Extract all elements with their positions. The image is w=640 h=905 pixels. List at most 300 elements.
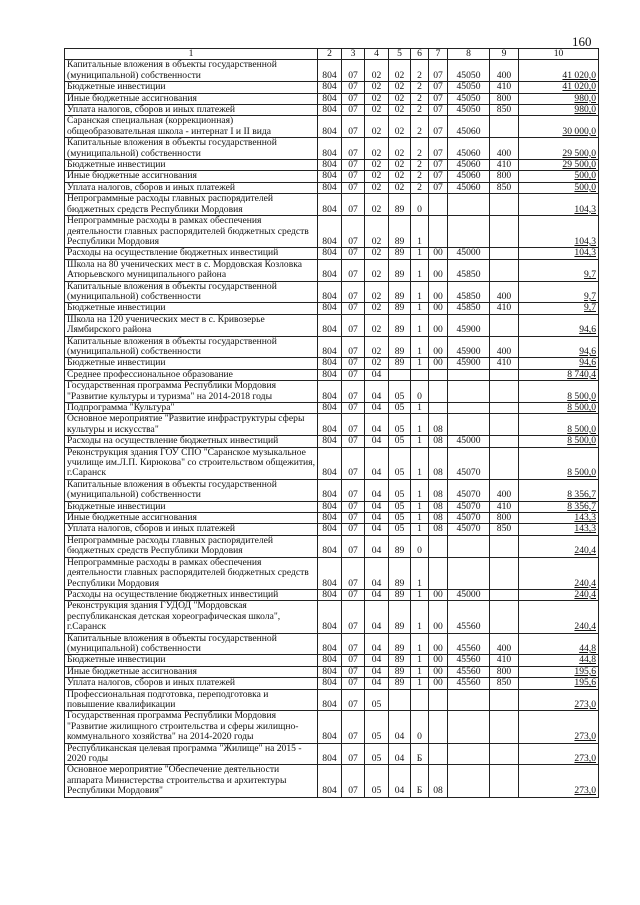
row-code-cell: 07 xyxy=(342,314,365,336)
row-amount-cell: 8 500,0 xyxy=(519,447,599,479)
row-code-cell xyxy=(389,369,411,380)
row-name-cell: Бюджетные инвестиции xyxy=(65,303,318,314)
row-code-cell: 804 xyxy=(318,655,342,666)
row-name-cell: Капитальные вложения в объекты государственной (муниципальной) собственности xyxy=(65,336,318,358)
row-code-cell: 45060 xyxy=(448,182,490,193)
row-code-cell: 2 xyxy=(411,82,429,93)
row-name-cell: Расходы на осуществление бюджетных инвестиций xyxy=(65,436,318,447)
row-name-cell: Уплата налогов, сборов и иных платежей xyxy=(65,182,318,193)
row-code-cell: 804 xyxy=(318,358,342,369)
row-code-cell xyxy=(448,711,490,743)
row-amount-cell: 104,3 xyxy=(519,248,599,259)
row-code-cell: 2 xyxy=(411,60,429,82)
row-name-cell: Среднее профессиональное образование xyxy=(65,369,318,380)
row-code-cell: 850 xyxy=(490,678,519,689)
row-code-cell: 45900 xyxy=(448,314,490,336)
row-code-cell: 08 xyxy=(429,447,448,479)
row-code-cell xyxy=(490,216,519,248)
table-row xyxy=(65,765,599,797)
row-code-cell: 89 xyxy=(389,633,411,655)
row-code-cell: 400 xyxy=(490,281,519,303)
row-code-cell xyxy=(490,765,519,797)
row-code-cell: 89 xyxy=(389,194,411,216)
row-code-cell: 45850 xyxy=(448,281,490,303)
row-code-cell: 07 xyxy=(342,765,365,797)
row-name-cell: Реконструкция здания ГУДОД "Мордовская республиканская детская хореографическая школа", г.Саранск xyxy=(65,601,318,633)
row-code-cell: 804 xyxy=(318,281,342,303)
table-row xyxy=(65,711,599,743)
row-code-cell: 45060 xyxy=(448,171,490,182)
row-code-cell: 04 xyxy=(365,369,389,380)
row-code-cell: 804 xyxy=(318,105,342,116)
row-code-cell: 89 xyxy=(389,678,411,689)
row-amount-cell: 29 500,0 xyxy=(519,160,599,171)
row-code-cell: 00 xyxy=(429,259,448,281)
row-code-cell: 2 xyxy=(411,93,429,104)
row-name-cell: Иные бюджетные ассигнования xyxy=(65,93,318,104)
row-code-cell: 05 xyxy=(389,436,411,447)
row-code-cell: 05 xyxy=(365,743,389,765)
row-code-cell xyxy=(490,314,519,336)
row-code-cell: 07 xyxy=(342,182,365,193)
row-code-cell: 07 xyxy=(342,601,365,633)
table-body xyxy=(65,60,599,797)
row-name-cell: Непрограммные расходы в рамках обеспечения деятельности главных распорядителей бюджетных средств Республики Мордовия xyxy=(65,216,318,248)
row-code-cell: 05 xyxy=(365,711,389,743)
row-code-cell: 00 xyxy=(429,589,448,600)
row-code-cell: 2 xyxy=(411,116,429,138)
row-code-cell xyxy=(429,743,448,765)
row-code-cell xyxy=(448,689,490,711)
row-name-cell: Иные бюджетные ассигнования xyxy=(65,513,318,524)
row-name-cell: Бюджетные инвестиции xyxy=(65,501,318,512)
row-code-cell: 04 xyxy=(389,765,411,797)
row-code-cell: 07 xyxy=(429,82,448,93)
row-code-cell: 05 xyxy=(389,414,411,436)
row-name-cell: Школа на 120 ученических мест в с. Кривозерье Лямбирского района xyxy=(65,314,318,336)
row-amount-cell: 195,6 xyxy=(519,678,599,689)
row-code-cell: 89 xyxy=(389,589,411,600)
row-code-cell: Б xyxy=(411,765,429,797)
header-cell: 1 xyxy=(65,49,318,60)
row-code-cell: 07 xyxy=(429,116,448,138)
row-code-cell xyxy=(490,743,519,765)
row-code-cell: 45560 xyxy=(448,678,490,689)
row-code-cell: 1 xyxy=(411,314,429,336)
row-code-cell: 00 xyxy=(429,633,448,655)
row-code-cell: 07 xyxy=(342,138,365,160)
row-name-cell: Иные бюджетные ассигнования xyxy=(65,666,318,677)
row-code-cell: 08 xyxy=(429,765,448,797)
row-code-cell: 07 xyxy=(342,194,365,216)
table-row xyxy=(65,666,599,677)
row-code-cell: 804 xyxy=(318,524,342,535)
row-code-cell: 02 xyxy=(389,116,411,138)
row-code-cell xyxy=(490,248,519,259)
row-code-cell: 08 xyxy=(429,436,448,447)
row-code-cell: 804 xyxy=(318,259,342,281)
row-code-cell: 07 xyxy=(342,414,365,436)
row-code-cell: 02 xyxy=(365,138,389,160)
row-code-cell xyxy=(490,601,519,633)
header-cell: 7 xyxy=(429,49,448,60)
row-code-cell: 07 xyxy=(429,182,448,193)
row-amount-cell: 8 500,0 xyxy=(519,381,599,403)
row-code-cell: 07 xyxy=(342,105,365,116)
row-code-cell: 05 xyxy=(389,403,411,414)
row-code-cell: 410 xyxy=(490,82,519,93)
row-code-cell: 1 xyxy=(411,479,429,501)
table-row xyxy=(65,303,599,314)
row-code-cell: 00 xyxy=(429,314,448,336)
row-code-cell xyxy=(411,689,429,711)
table-row xyxy=(65,281,599,303)
row-code-cell: 804 xyxy=(318,601,342,633)
row-code-cell xyxy=(448,216,490,248)
row-code-cell: 04 xyxy=(365,666,389,677)
row-code-cell: 07 xyxy=(342,116,365,138)
row-code-cell: 850 xyxy=(490,105,519,116)
row-code-cell xyxy=(448,369,490,380)
row-code-cell xyxy=(429,194,448,216)
row-code-cell: 05 xyxy=(389,447,411,479)
row-code-cell: 04 xyxy=(365,589,389,600)
row-name-cell: Капитальные вложения в объекты государственной (муниципальной) собственности xyxy=(65,60,318,82)
row-code-cell: 1 xyxy=(411,216,429,248)
row-code-cell: 1 xyxy=(411,259,429,281)
row-code-cell: 1 xyxy=(411,655,429,666)
row-code-cell: 804 xyxy=(318,743,342,765)
row-code-cell: 07 xyxy=(342,60,365,82)
row-amount-cell: 104,3 xyxy=(519,194,599,216)
row-code-cell: 89 xyxy=(389,336,411,358)
row-code-cell: 804 xyxy=(318,336,342,358)
row-name-cell: Капитальные вложения в объекты государственной (муниципальной) собственности xyxy=(65,633,318,655)
row-code-cell: 04 xyxy=(365,633,389,655)
row-code-cell: 02 xyxy=(389,160,411,171)
row-code-cell: 1 xyxy=(411,281,429,303)
row-code-cell: 800 xyxy=(490,93,519,104)
row-code-cell: 850 xyxy=(490,182,519,193)
row-code-cell: 400 xyxy=(490,138,519,160)
row-code-cell: 804 xyxy=(318,381,342,403)
row-code-cell: 02 xyxy=(365,105,389,116)
row-code-cell: 02 xyxy=(389,138,411,160)
row-code-cell: 07 xyxy=(342,436,365,447)
row-code-cell: 02 xyxy=(365,82,389,93)
row-code-cell: 07 xyxy=(342,655,365,666)
row-code-cell xyxy=(448,194,490,216)
row-name-cell: Уплата налогов, сборов и иных платежей xyxy=(65,105,318,116)
row-code-cell: 45900 xyxy=(448,336,490,358)
table-row xyxy=(65,501,599,512)
row-code-cell: 07 xyxy=(342,171,365,182)
row-code-cell xyxy=(389,689,411,711)
row-code-cell xyxy=(490,259,519,281)
row-name-cell: Бюджетные инвестиции xyxy=(65,160,318,171)
row-code-cell: 00 xyxy=(429,601,448,633)
row-amount-cell: 44,8 xyxy=(519,633,599,655)
row-code-cell: 89 xyxy=(389,535,411,557)
row-code-cell xyxy=(429,711,448,743)
table-row xyxy=(65,105,599,116)
row-code-cell xyxy=(490,369,519,380)
row-code-cell: 0 xyxy=(411,381,429,403)
row-code-cell: Б xyxy=(411,743,429,765)
row-amount-cell: 8 356,7 xyxy=(519,501,599,512)
row-amount-cell: 240,4 xyxy=(519,535,599,557)
row-code-cell: 45070 xyxy=(448,447,490,479)
row-code-cell: 804 xyxy=(318,93,342,104)
table-row xyxy=(65,589,599,600)
row-amount-cell: 8 740,4 xyxy=(519,369,599,380)
row-code-cell xyxy=(429,689,448,711)
row-code-cell: 00 xyxy=(429,303,448,314)
row-name-cell: Непрограммные расходы в рамках обеспечения деятельности главных распорядителей бюджетных средств Республики Мордовия xyxy=(65,557,318,589)
row-amount-cell: 41 020,0 xyxy=(519,82,599,93)
row-code-cell xyxy=(490,557,519,589)
row-code-cell: 02 xyxy=(389,82,411,93)
row-code-cell: 89 xyxy=(389,601,411,633)
table-row xyxy=(65,369,599,380)
row-code-cell: 1 xyxy=(411,303,429,314)
table-row xyxy=(65,601,599,633)
row-code-cell: 45000 xyxy=(448,436,490,447)
row-code-cell: 00 xyxy=(429,678,448,689)
row-amount-cell: 195,6 xyxy=(519,666,599,677)
table-row xyxy=(65,535,599,557)
row-code-cell: 800 xyxy=(490,513,519,524)
row-code-cell: 07 xyxy=(342,381,365,403)
row-code-cell: 04 xyxy=(365,479,389,501)
row-code-cell: 89 xyxy=(389,358,411,369)
row-code-cell xyxy=(490,436,519,447)
row-name-cell: Непрограммные расходы главных распорядителей бюджетных средств Республики Мордовия xyxy=(65,194,318,216)
table-row xyxy=(65,655,599,666)
row-code-cell: 2 xyxy=(411,182,429,193)
table-row xyxy=(65,447,599,479)
row-code-cell: 04 xyxy=(365,513,389,524)
row-amount-cell: 143,3 xyxy=(519,513,599,524)
row-code-cell: 2 xyxy=(411,171,429,182)
row-code-cell: 04 xyxy=(365,678,389,689)
row-code-cell: 08 xyxy=(429,513,448,524)
table-row xyxy=(65,182,599,193)
row-name-cell: Капитальные вложения в объекты государственной (муниципальной) собственности xyxy=(65,281,318,303)
row-code-cell: 804 xyxy=(318,589,342,600)
table-row xyxy=(65,403,599,414)
table-row xyxy=(65,160,599,171)
row-code-cell: 45900 xyxy=(448,358,490,369)
row-name-cell: Расходы на осуществление бюджетных инвестиций xyxy=(65,589,318,600)
row-code-cell: 07 xyxy=(342,303,365,314)
row-amount-cell: 500,0 xyxy=(519,182,599,193)
row-code-cell: 02 xyxy=(365,336,389,358)
row-code-cell: 07 xyxy=(342,358,365,369)
row-code-cell: 05 xyxy=(389,513,411,524)
row-code-cell xyxy=(490,711,519,743)
row-amount-cell: 143,3 xyxy=(519,524,599,535)
row-code-cell: 02 xyxy=(365,314,389,336)
header-cell: 5 xyxy=(389,49,411,60)
row-code-cell: 05 xyxy=(389,479,411,501)
row-code-cell: 00 xyxy=(429,248,448,259)
row-code-cell: 07 xyxy=(342,281,365,303)
row-name-cell: Профессиональная подготовка, переподготовка и повышение квалификации xyxy=(65,689,318,711)
row-name-cell: Подпрограмма "Культура" xyxy=(65,403,318,414)
row-code-cell: 07 xyxy=(342,535,365,557)
row-name-cell: Капитальные вложения в объекты государственной (муниципальной) собственности xyxy=(65,479,318,501)
row-code-cell: 00 xyxy=(429,655,448,666)
row-code-cell: 45050 xyxy=(448,60,490,82)
row-code-cell: 89 xyxy=(389,557,411,589)
row-code-cell: 07 xyxy=(429,160,448,171)
table-row xyxy=(65,194,599,216)
row-code-cell: 02 xyxy=(365,160,389,171)
row-code-cell: 07 xyxy=(342,711,365,743)
row-code-cell: 05 xyxy=(365,689,389,711)
row-amount-cell: 30 000,0 xyxy=(519,116,599,138)
row-code-cell: 1 xyxy=(411,403,429,414)
row-name-cell: Основное мероприятие "Обеспечение деятельности аппарата Министерства строительства и архитектуры Республики Мордовия" xyxy=(65,765,318,797)
row-code-cell: 0 xyxy=(411,711,429,743)
row-code-cell: 04 xyxy=(365,524,389,535)
row-code-cell xyxy=(429,369,448,380)
row-code-cell: 1 xyxy=(411,513,429,524)
row-code-cell: 804 xyxy=(318,479,342,501)
row-code-cell: 804 xyxy=(318,765,342,797)
row-amount-cell: 273,0 xyxy=(519,689,599,711)
row-code-cell: 1 xyxy=(411,589,429,600)
row-code-cell: 804 xyxy=(318,60,342,82)
table-row xyxy=(65,259,599,281)
budget-table xyxy=(64,48,599,798)
row-code-cell: 02 xyxy=(365,182,389,193)
row-code-cell: 1 xyxy=(411,633,429,655)
row-code-cell: 1 xyxy=(411,678,429,689)
row-code-cell xyxy=(490,689,519,711)
row-code-cell xyxy=(429,216,448,248)
row-code-cell: 05 xyxy=(365,765,389,797)
row-code-cell: 45560 xyxy=(448,633,490,655)
row-code-cell: 804 xyxy=(318,171,342,182)
row-code-cell xyxy=(411,369,429,380)
row-amount-cell: 41 020,0 xyxy=(519,60,599,82)
row-code-cell: 07 xyxy=(342,248,365,259)
row-code-cell: 89 xyxy=(389,248,411,259)
row-code-cell: 400 xyxy=(490,633,519,655)
row-code-cell: 07 xyxy=(342,633,365,655)
row-code-cell: 804 xyxy=(318,182,342,193)
row-code-cell: 07 xyxy=(429,138,448,160)
row-code-cell: 89 xyxy=(389,655,411,666)
row-code-cell: 804 xyxy=(318,369,342,380)
header-cell: 2 xyxy=(318,49,342,60)
table-row xyxy=(65,82,599,93)
row-name-cell: Республиканская целевая программа "Жилище" на 2015 - 2020 годы xyxy=(65,743,318,765)
row-code-cell xyxy=(490,414,519,436)
row-code-cell: 07 xyxy=(342,82,365,93)
row-code-cell: 804 xyxy=(318,447,342,479)
table-row xyxy=(65,743,599,765)
row-name-cell: Расходы на осуществление бюджетных инвестиций xyxy=(65,248,318,259)
row-code-cell: 45000 xyxy=(448,589,490,600)
row-code-cell xyxy=(490,403,519,414)
row-code-cell xyxy=(448,765,490,797)
row-code-cell: 2 xyxy=(411,105,429,116)
row-code-cell: 05 xyxy=(389,501,411,512)
row-code-cell: 07 xyxy=(342,589,365,600)
row-amount-cell: 104,3 xyxy=(519,216,599,248)
row-code-cell xyxy=(429,381,448,403)
row-code-cell: 04 xyxy=(365,414,389,436)
row-code-cell: 800 xyxy=(490,171,519,182)
row-code-cell xyxy=(448,414,490,436)
row-code-cell: 04 xyxy=(365,381,389,403)
row-name-cell: Уплата налогов, сборов и иных платежей xyxy=(65,678,318,689)
row-amount-cell: 240,4 xyxy=(519,557,599,589)
table-row xyxy=(65,381,599,403)
row-code-cell: 89 xyxy=(389,216,411,248)
row-code-cell xyxy=(429,557,448,589)
table-row xyxy=(65,513,599,524)
table-row xyxy=(65,314,599,336)
row-code-cell: 02 xyxy=(365,248,389,259)
row-code-cell: 410 xyxy=(490,303,519,314)
row-code-cell: 04 xyxy=(365,447,389,479)
row-code-cell: 02 xyxy=(365,358,389,369)
row-code-cell: 0 xyxy=(411,535,429,557)
row-code-cell: 04 xyxy=(365,436,389,447)
row-code-cell: 410 xyxy=(490,358,519,369)
row-amount-cell: 8 356,7 xyxy=(519,479,599,501)
row-code-cell: 804 xyxy=(318,303,342,314)
row-code-cell: 02 xyxy=(365,194,389,216)
row-code-cell: 07 xyxy=(342,447,365,479)
row-amount-cell: 500,0 xyxy=(519,171,599,182)
row-code-cell: 00 xyxy=(429,336,448,358)
row-code-cell: 07 xyxy=(342,93,365,104)
row-code-cell: 0 xyxy=(411,194,429,216)
row-code-cell: 804 xyxy=(318,501,342,512)
row-name-cell: Школа на 80 ученических мест в с. Мордовская Козловка Атюрьевского муниципального района xyxy=(65,259,318,281)
row-code-cell: 804 xyxy=(318,513,342,524)
row-amount-cell: 980,0 xyxy=(519,93,599,104)
row-code-cell: 02 xyxy=(389,105,411,116)
row-code-cell: 07 xyxy=(342,216,365,248)
row-name-cell: Государственная программа Республики Мордовия "Развитие жилищного строительства и сферы жилищно-коммунального хозяйства" на 2014-2020 годы xyxy=(65,711,318,743)
row-code-cell: 07 xyxy=(342,678,365,689)
row-code-cell: 04 xyxy=(365,601,389,633)
row-code-cell: 800 xyxy=(490,666,519,677)
row-name-cell: Государственная программа Республики Мордовия "Развитие культуры и туризма" на 2014-2018 годы xyxy=(65,381,318,403)
row-code-cell: 45070 xyxy=(448,513,490,524)
row-code-cell: 02 xyxy=(365,281,389,303)
row-code-cell: 07 xyxy=(429,93,448,104)
row-code-cell: 410 xyxy=(490,655,519,666)
row-code-cell: 89 xyxy=(389,259,411,281)
table-row xyxy=(65,93,599,104)
table-row xyxy=(65,248,599,259)
row-code-cell: 400 xyxy=(490,60,519,82)
row-code-cell: 07 xyxy=(342,524,365,535)
row-code-cell: 89 xyxy=(389,303,411,314)
header-cell: 10 xyxy=(519,49,599,60)
row-code-cell: 1 xyxy=(411,557,429,589)
row-code-cell: 804 xyxy=(318,248,342,259)
row-amount-cell: 9,7 xyxy=(519,303,599,314)
row-amount-cell: 8 500,0 xyxy=(519,414,599,436)
